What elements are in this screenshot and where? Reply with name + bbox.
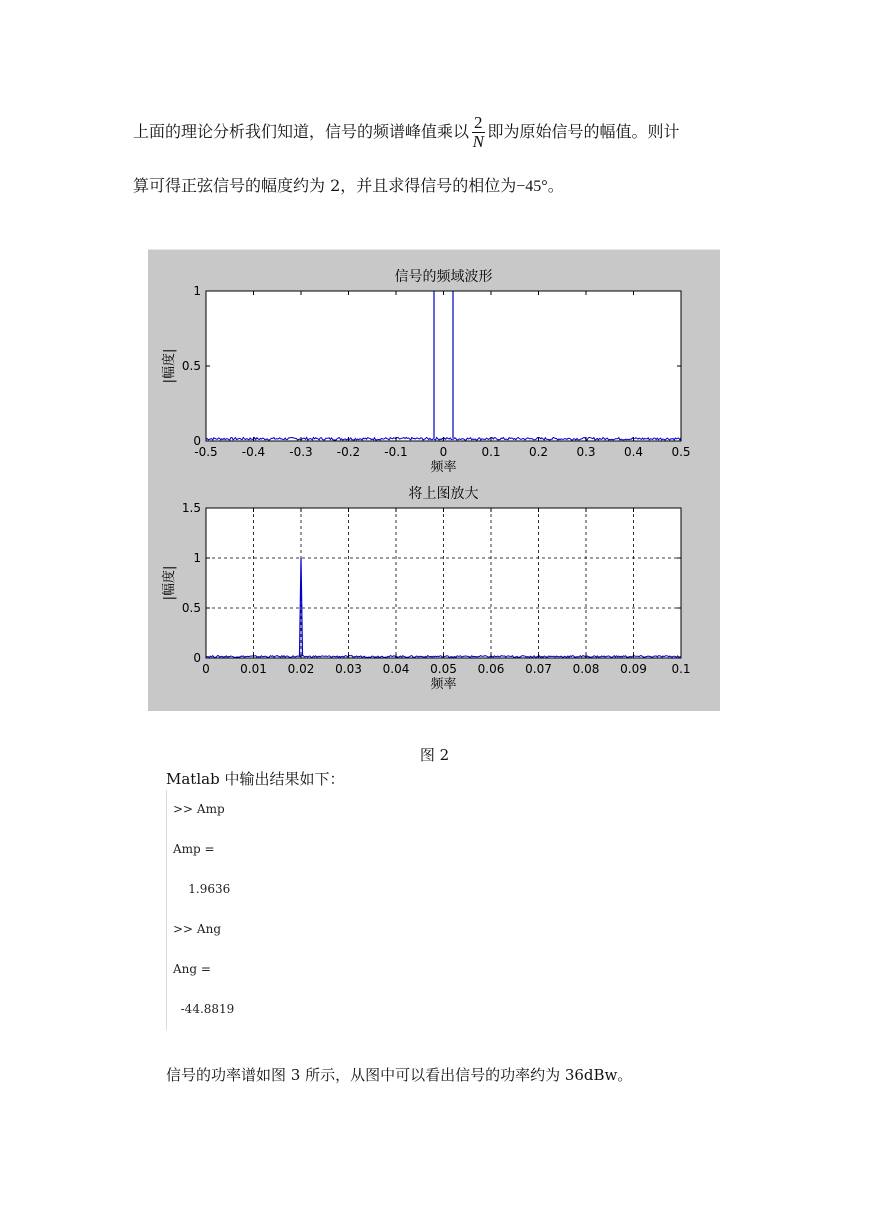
- paragraph-line-1: [133, 114, 680, 151]
- fraction-numerator: 2: [474, 113, 483, 132]
- console-line: 1.9636: [173, 882, 231, 896]
- y-tick-label: 1: [193, 284, 201, 298]
- matlab-console-output: [166, 790, 467, 1030]
- paragraph-text: 即为原始信号的幅值。则计: [487, 122, 680, 141]
- x-tick-label: 0.2: [528, 445, 549, 459]
- power-spectrum-paragraph: 信号的功率谱如图 3 所示，从图中可以看出信号的功率约为 36dBw。: [166, 1066, 633, 1084]
- console-line: Ang =: [173, 962, 211, 976]
- x-tick-label: 0.05: [430, 662, 457, 676]
- paragraph-text: 算可得正弦信号的幅度约为 2，并且求得信号的相位为: [133, 176, 517, 195]
- y-tick-label: 0: [193, 434, 201, 448]
- console-line: -44.8819: [173, 1002, 235, 1016]
- x-tick-label: 0.03: [335, 662, 362, 676]
- x-tick-label: 0.08: [572, 662, 600, 676]
- x-tick-label: 0.07: [525, 662, 552, 676]
- figure-caption: 图 2: [419, 746, 450, 764]
- chart-title: 将上图放大: [408, 486, 479, 502]
- y-tick-label: 0: [193, 651, 201, 665]
- x-tick-label: 0.01: [240, 662, 267, 676]
- fraction-2-over-n: [472, 114, 485, 151]
- x-tick-label: 0: [202, 662, 210, 676]
- y-axis-label: |幅度|: [162, 348, 177, 384]
- console-line: >> Ang: [173, 922, 221, 936]
- x-tick-label: -0.4: [241, 445, 266, 459]
- console-line: >> Amp: [173, 802, 225, 816]
- paragraph-line-2: [133, 176, 564, 197]
- x-tick-label: -0.1: [384, 445, 408, 459]
- y-tick-label: 1: [193, 551, 201, 565]
- x-axis-label: 频率: [430, 460, 457, 475]
- x-tick-label: -0.5: [194, 445, 218, 459]
- matlab-figure: [148, 249, 720, 711]
- x-tick-label: -0.3: [289, 445, 313, 459]
- x-tick-label: 0.1: [671, 662, 691, 676]
- matlab-intro-text: Matlab 中输出结果如下：: [166, 770, 345, 788]
- phase-angle: −45°: [516, 178, 548, 195]
- y-tick-label: 0.5: [181, 601, 201, 615]
- x-tick-label: 0.5: [671, 445, 691, 459]
- plot-area: [206, 291, 681, 441]
- x-tick-label: -0.2: [336, 445, 361, 459]
- x-tick-label: 0.04: [382, 662, 410, 676]
- x-tick-label: 0.4: [623, 445, 644, 459]
- paragraph-text: 上面的理论分析我们知道，信号的频谱峰值乘以: [133, 122, 470, 141]
- x-tick-label: 0: [439, 445, 448, 459]
- y-axis-label: |幅度|: [162, 565, 177, 601]
- x-tick-label: 0.02: [287, 662, 315, 676]
- console-line: Amp =: [173, 842, 215, 856]
- x-axis-label: 频率: [430, 677, 457, 692]
- x-tick-label: 0.06: [477, 662, 505, 676]
- chart-title: 信号的频域波形: [394, 269, 493, 285]
- x-tick-label: 0.09: [620, 662, 647, 676]
- fraction-denominator: N: [472, 132, 484, 151]
- x-tick-label: 0.3: [576, 445, 596, 459]
- x-tick-label: 0.1: [481, 445, 501, 459]
- y-tick-label: 0.5: [181, 359, 201, 373]
- y-tick-label: 1.5: [181, 501, 201, 515]
- paragraph-text: 。: [547, 176, 564, 195]
